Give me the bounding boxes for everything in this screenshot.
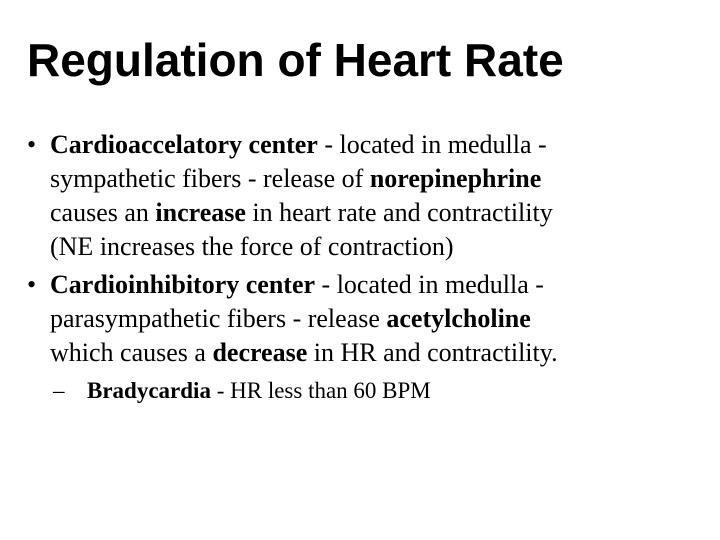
bullet-term: acetylcholine xyxy=(386,304,531,333)
bullet-text: - located in medulla - xyxy=(317,130,547,159)
bullet-text: in HR and contractility. xyxy=(307,338,558,367)
bullet-list xyxy=(25,128,705,406)
bullet-text: in heart rate and contractility xyxy=(245,198,553,227)
bullet-term: increase xyxy=(155,198,246,227)
slide-title: Regulation of Heart Rate xyxy=(27,34,564,86)
sub-bullet-list xyxy=(50,376,705,406)
bullet-item-cardioinhibitory xyxy=(25,268,705,406)
dash-icon: – xyxy=(53,378,65,403)
bullet-item-cardioaccelatory xyxy=(25,128,705,264)
bullet-text: (NE increases the force of contraction) xyxy=(50,232,454,261)
bullet-term: Cardioinhibitory center xyxy=(50,270,316,299)
bullet-line xyxy=(50,128,705,162)
bullet-line xyxy=(50,230,705,264)
bullet-text: causes an xyxy=(50,198,156,227)
bullet-dot-icon: • xyxy=(27,270,37,299)
bullet-line xyxy=(50,336,705,370)
sub-bullet-item-bradycardia xyxy=(53,376,705,406)
bullet-term: decrease xyxy=(212,338,308,367)
bullet-line xyxy=(50,196,705,230)
bullet-text: - located in medulla - xyxy=(315,270,544,299)
bullet-term: Cardioaccelatory center xyxy=(50,130,318,159)
bullet-line xyxy=(50,268,705,302)
bullet-text: sympathetic fibers - release of xyxy=(50,164,370,193)
bullet-term: norepinephrine xyxy=(369,164,542,193)
bullet-line xyxy=(50,302,705,336)
bullet-dot-icon: • xyxy=(27,130,37,159)
sub-bullet-term: Bradycardia xyxy=(87,378,211,403)
bullet-text: which causes a xyxy=(50,338,213,367)
bullet-line xyxy=(50,162,705,196)
sub-bullet-text: - HR less than 60 BPM xyxy=(210,378,431,403)
bullet-text: parasympathetic fibers - release xyxy=(50,304,387,333)
